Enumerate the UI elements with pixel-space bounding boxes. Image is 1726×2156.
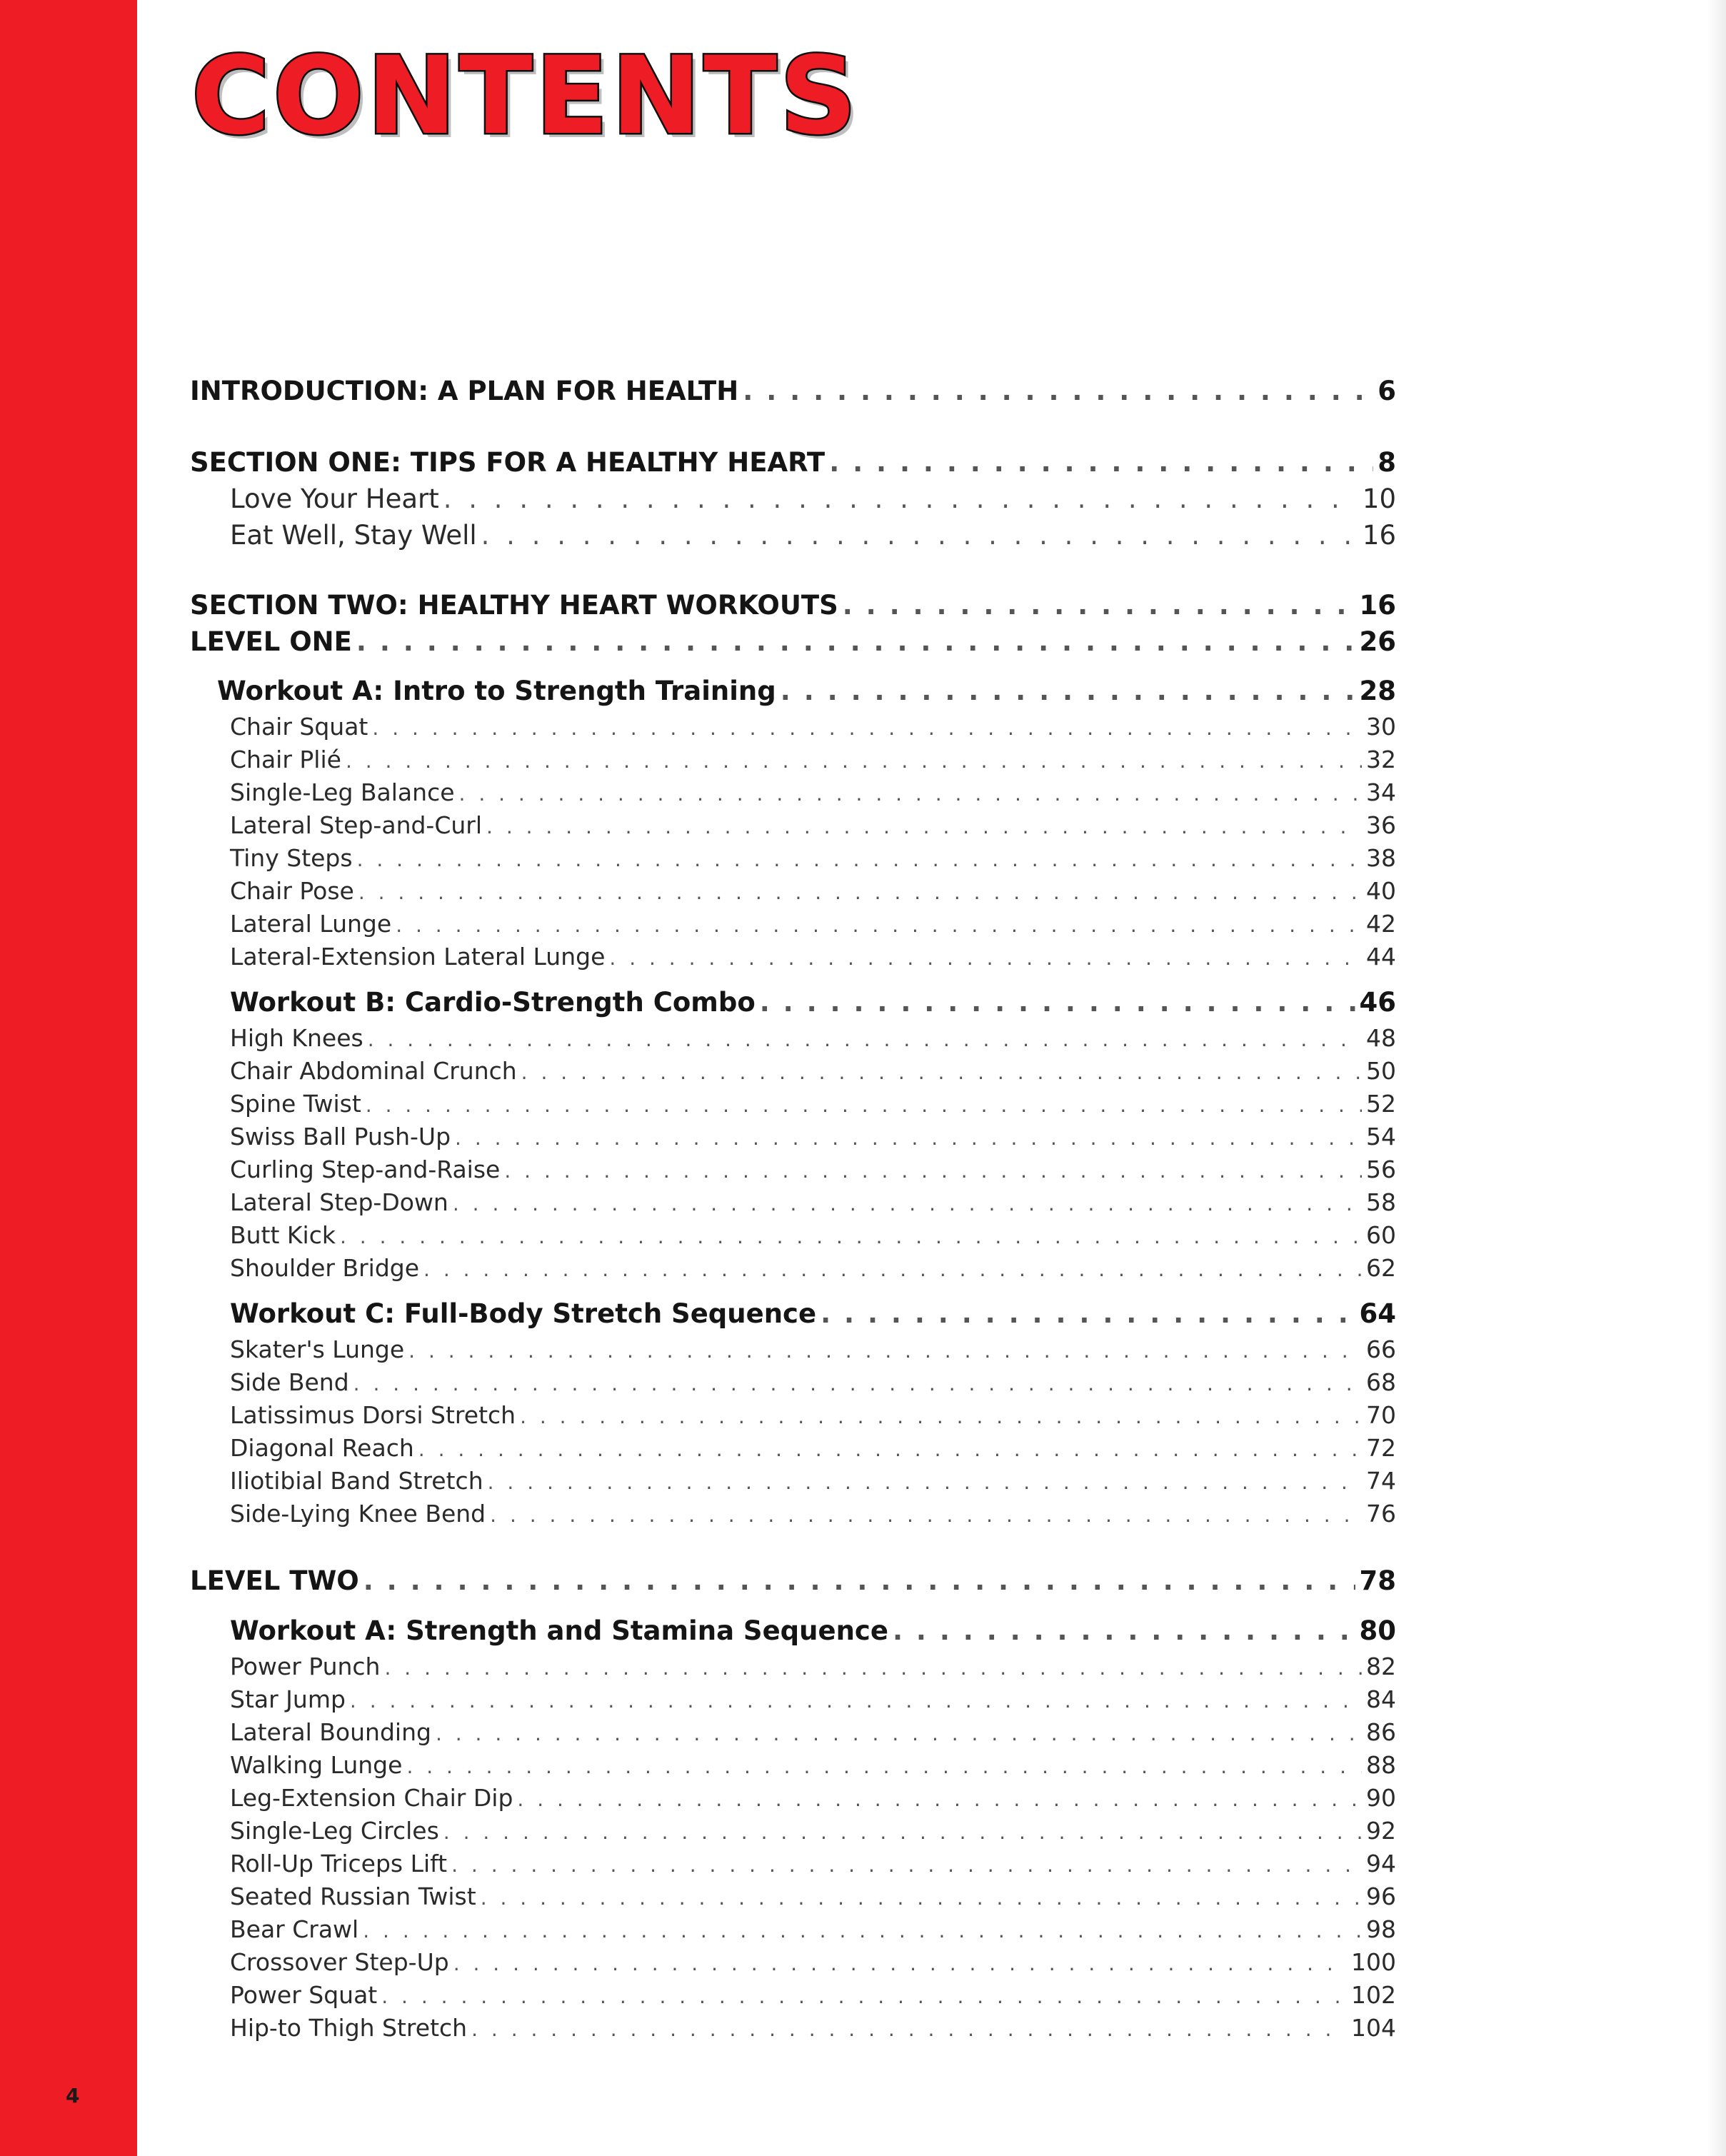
toc-entry-page: 54 xyxy=(1366,1123,1396,1150)
toc-entry-exercise[interactable] xyxy=(230,1915,1396,1943)
toc-entry-exercise[interactable] xyxy=(230,1948,1396,1976)
toc-entry-label: SECTION ONE: TIPS FOR A HEALTHY HEART xyxy=(190,447,826,478)
toc-entry-page: 92 xyxy=(1366,1817,1396,1845)
toc-entry-page: 74 xyxy=(1366,1467,1396,1495)
toc-leader-dots xyxy=(350,1689,1362,1713)
toc-entry-exercise[interactable] xyxy=(230,1817,1396,1845)
toc-entry-label: SECTION TWO: HEALTHY HEART WORKOUTS xyxy=(190,590,838,621)
toc-entry-exercise[interactable] xyxy=(230,943,1396,971)
toc-entry-label: Power Punch xyxy=(230,1653,381,1680)
toc-leader-dots xyxy=(521,1061,1362,1084)
toc-entry-exercise[interactable] xyxy=(230,1653,1396,1680)
toc-leader-dots xyxy=(609,946,1362,970)
toc-entry-label: Eat Well, Stay Well xyxy=(230,520,477,551)
toc-leader-dots xyxy=(366,1093,1362,1117)
toc-entry-label: Love Your Heart xyxy=(230,483,439,514)
toc-entry-label: Crossover Step-Up xyxy=(230,1948,449,1976)
toc-leader-dots xyxy=(358,881,1362,904)
toc-entry-page: 6 xyxy=(1378,376,1396,406)
toc-entry-exercise[interactable] xyxy=(230,1434,1396,1462)
toc-entry-label: Seated Russian Twist xyxy=(230,1882,476,1910)
toc-entry-label: Chair Pose xyxy=(230,877,354,905)
toc-entry-label: Iliotibial Band Stretch xyxy=(230,1467,483,1495)
toc-leader-dots xyxy=(357,848,1362,871)
toc-entry-exercise[interactable] xyxy=(230,1718,1396,1746)
toc-entry-label: Chair Abdominal Crunch xyxy=(230,1057,517,1085)
toc-entry-page: 70 xyxy=(1366,1401,1396,1429)
toc-entry-page: 68 xyxy=(1366,1368,1396,1396)
toc-entry-eat-well[interactable] xyxy=(230,520,1396,551)
toc-entry-l2-workout-a[interactable] xyxy=(230,1615,1396,1646)
toc-entry-level-two[interactable] xyxy=(190,1565,1396,1596)
toc-entry-page: 62 xyxy=(1366,1254,1396,1282)
toc-entry-label: Lateral Bounding xyxy=(230,1718,431,1746)
toc-entry-label: LEVEL ONE xyxy=(190,626,352,657)
toc-entry-page: 44 xyxy=(1366,943,1396,971)
toc-entry-page: 98 xyxy=(1366,1915,1396,1943)
toc-leader-dots xyxy=(481,520,1358,551)
toc-entry-exercise[interactable] xyxy=(230,844,1396,872)
toc-entry-page: 34 xyxy=(1366,778,1396,806)
toc-entry-exercise[interactable] xyxy=(230,1188,1396,1216)
toc-entry-page: 88 xyxy=(1366,1751,1396,1779)
toc-entry-exercise[interactable] xyxy=(230,1401,1396,1429)
toc-entry-label: Workout C: Full-Body Stretch Sequence xyxy=(230,1298,817,1329)
toc-entry-page: 28 xyxy=(1359,676,1396,706)
toc-entry-page: 16 xyxy=(1359,590,1396,621)
toc-entry-label: Shoulder Bridge xyxy=(230,1254,420,1282)
toc-leader-dots xyxy=(368,1028,1362,1051)
toc-leader-dots xyxy=(423,1258,1362,1281)
toc-entry-exercise[interactable] xyxy=(230,1335,1396,1363)
toc-entry-page: 46 xyxy=(1359,987,1396,1018)
toc-entry-label: Side Bend xyxy=(230,1368,349,1396)
toc-leader-dots xyxy=(843,590,1355,621)
toc-entry-page: 48 xyxy=(1366,1024,1396,1052)
toc-entry-section-one[interactable] xyxy=(190,447,1396,478)
toc-entry-exercise[interactable] xyxy=(230,746,1396,773)
toc-entry-l1-workout-c[interactable] xyxy=(230,1298,1396,1329)
toc-entry-label: Diagonal Reach xyxy=(230,1434,414,1462)
toc-entry-label: Lateral Step-and-Curl xyxy=(230,811,483,839)
toc-entry-label: Curling Step-and-Raise xyxy=(230,1155,501,1183)
toc-entry-page: 10 xyxy=(1362,483,1396,514)
toc-leader-dots xyxy=(821,1298,1355,1329)
toc-leader-dots xyxy=(504,1159,1362,1183)
toc-leader-dots xyxy=(363,1919,1362,1942)
toc-entry-exercise[interactable] xyxy=(230,1155,1396,1183)
toc-leader-dots xyxy=(363,1565,1355,1596)
toc-leader-dots xyxy=(517,1788,1362,1811)
toc-leader-dots xyxy=(453,1952,1347,1975)
toc-entry-exercise[interactable] xyxy=(230,1090,1396,1118)
toc-entry-label: Star Jump xyxy=(230,1685,346,1713)
toc-entry-page: 38 xyxy=(1366,844,1396,872)
toc-entry-page: 72 xyxy=(1366,1434,1396,1462)
toc-leader-dots xyxy=(459,782,1362,806)
toc-entry-page: 32 xyxy=(1366,746,1396,773)
toc-entry-page: 58 xyxy=(1366,1188,1396,1216)
toc-entry-exercise[interactable] xyxy=(230,1024,1396,1052)
toc-entry-label: High Knees xyxy=(230,1024,363,1052)
page-title: CONTENTS xyxy=(191,34,860,159)
toc-entry-page: 26 xyxy=(1359,626,1396,657)
toc-entry-label: Workout A: Strength and Stamina Sequence xyxy=(230,1615,888,1646)
toc-leader-dots xyxy=(743,376,1373,406)
toc-entry-label: Swiss Ball Push-Up xyxy=(230,1123,451,1150)
toc-entry-page: 102 xyxy=(1351,1981,1396,2009)
toc-entry-label: Leg-Extension Chair Dip xyxy=(230,1784,513,1812)
toc-entry-exercise[interactable] xyxy=(230,1784,1396,1812)
toc-entry-l1-workout-b[interactable] xyxy=(230,987,1396,1018)
toc-entry-exercise[interactable] xyxy=(230,1751,1396,1779)
toc-leader-dots xyxy=(486,815,1362,838)
toc-entry-exercise[interactable] xyxy=(230,1850,1396,1877)
toc-entry-label: Tiny Steps xyxy=(230,844,353,872)
toc-entry-label: Power Squat xyxy=(230,1981,378,2009)
toc-entry-exercise[interactable] xyxy=(230,1123,1396,1150)
toc-entry-label: Hip-to Thigh Stretch xyxy=(230,2014,468,2042)
toc-entry-page: 86 xyxy=(1366,1718,1396,1746)
toc-entry-exercise[interactable] xyxy=(230,1254,1396,1282)
toc-entry-page: 100 xyxy=(1351,1948,1396,1976)
toc-entry-page: 40 xyxy=(1366,877,1396,905)
toc-entry-label: Roll-Up Triceps Lift xyxy=(230,1850,448,1877)
toc-leader-dots xyxy=(396,913,1362,937)
toc-entry-page: 42 xyxy=(1366,910,1396,938)
toc-entry-exercise[interactable] xyxy=(230,778,1396,806)
toc-entry-page: 104 xyxy=(1351,2014,1396,2042)
toc-entry-page: 84 xyxy=(1366,1685,1396,1713)
toc-entry-exercise[interactable] xyxy=(230,811,1396,839)
toc-entry-label: Single-Leg Balance xyxy=(230,778,455,806)
toc-leader-dots xyxy=(481,1886,1362,1910)
toc-leader-dots xyxy=(520,1405,1362,1428)
toc-entry-exercise[interactable] xyxy=(230,713,1396,741)
toc-entry-page: 8 xyxy=(1378,447,1396,478)
toc-entry-exercise[interactable] xyxy=(230,1500,1396,1528)
toc-leader-dots xyxy=(453,1192,1362,1215)
toc-entry-page: 80 xyxy=(1359,1615,1396,1646)
toc-entry-page: 52 xyxy=(1366,1090,1396,1118)
toc-leader-dots xyxy=(451,1853,1362,1877)
toc-entry-page: 96 xyxy=(1366,1882,1396,1910)
toc-entry-page: 66 xyxy=(1366,1335,1396,1363)
toc-entry-exercise[interactable] xyxy=(230,2014,1396,2042)
toc-entry-label: Butt Kick xyxy=(230,1221,336,1249)
toc-entry-label: INTRODUCTION: A PLAN FOR HEALTH xyxy=(190,376,739,406)
toc-entry-page: 16 xyxy=(1362,520,1396,551)
toc-entry-page: 56 xyxy=(1366,1155,1396,1183)
toc-entry-label: Side-Lying Knee Bend xyxy=(230,1500,486,1528)
toc-leader-dots xyxy=(490,1503,1362,1527)
toc-leader-dots xyxy=(781,676,1355,706)
toc-entry-page: 36 xyxy=(1366,811,1396,839)
toc-entry-page: 82 xyxy=(1366,1653,1396,1680)
toc-entry-page: 60 xyxy=(1366,1221,1396,1249)
toc-entry-label: Skater's Lunge xyxy=(230,1335,405,1363)
toc-entry-introduction[interactable] xyxy=(190,376,1396,406)
toc-leader-dots xyxy=(471,2017,1347,2041)
toc-leader-dots xyxy=(408,1339,1362,1363)
toc-leader-dots xyxy=(436,1722,1362,1745)
toc-entry-exercise[interactable] xyxy=(230,1467,1396,1495)
toc-entry-page: 76 xyxy=(1366,1500,1396,1528)
toc-entry-exercise[interactable] xyxy=(230,910,1396,938)
toc-leader-dots xyxy=(760,987,1355,1018)
toc-entry-page: 90 xyxy=(1366,1784,1396,1812)
toc-leader-dots xyxy=(353,1372,1362,1395)
toc-entry-label: Chair Squat xyxy=(230,713,368,741)
toc-leader-dots xyxy=(893,1615,1355,1646)
toc-entry-level-one[interactable] xyxy=(190,626,1396,657)
toc-entry-label: Single-Leg Circles xyxy=(230,1817,439,1845)
toc-entry-page: 64 xyxy=(1359,1298,1396,1329)
toc-leader-dots xyxy=(455,1126,1362,1150)
toc-leader-dots xyxy=(829,447,1373,478)
toc-leader-dots xyxy=(406,1755,1362,1778)
toc-entry-exercise[interactable] xyxy=(230,1685,1396,1713)
toc-leader-dots xyxy=(418,1438,1362,1461)
toc-entry-label: Lateral-Extension Lateral Lunge xyxy=(230,943,606,971)
toc-leader-dots xyxy=(340,1225,1362,1248)
toc-entry-label: Workout B: Cardio-Strength Combo xyxy=(230,987,756,1018)
toc-entry-label: Workout A: Intro to Strength Training xyxy=(217,676,776,706)
toc-entry-page: 50 xyxy=(1366,1057,1396,1085)
toc-entry-page: 30 xyxy=(1366,713,1396,741)
toc-leader-dots xyxy=(381,1985,1347,2008)
toc-leader-dots xyxy=(346,749,1362,773)
toc-entry-love-your-heart[interactable] xyxy=(230,483,1396,514)
toc-entry-exercise[interactable] xyxy=(230,1981,1396,2009)
toc-entry-label: Bear Crawl xyxy=(230,1915,359,1943)
toc-entry-label: Lateral Step-Down xyxy=(230,1188,448,1216)
toc-entry-page: 94 xyxy=(1366,1850,1396,1877)
toc-entry-exercise[interactable] xyxy=(230,877,1396,905)
toc-entry-label: LEVEL TWO xyxy=(190,1565,359,1596)
toc-entry-exercise[interactable] xyxy=(230,1882,1396,1910)
toc-entry-page: 78 xyxy=(1359,1565,1396,1596)
toc-leader-dots xyxy=(488,1470,1362,1494)
toc-entry-l1-workout-a[interactable] xyxy=(217,676,1396,706)
toc-entry-label: Walking Lunge xyxy=(230,1751,403,1779)
toc-entry-exercise[interactable] xyxy=(230,1221,1396,1249)
toc-leader-dots xyxy=(356,626,1355,657)
toc-leader-dots xyxy=(443,483,1358,514)
toc-leader-dots xyxy=(443,1820,1362,1844)
page-number: 4 xyxy=(66,2084,80,2107)
toc-leader-dots xyxy=(384,1656,1362,1680)
toc-entry-label: Latissimus Dorsi Stretch xyxy=(230,1401,516,1429)
toc-entry-label: Spine Twist xyxy=(230,1090,361,1118)
toc-leader-dots xyxy=(372,716,1362,740)
toc-entry-label: Chair Plié xyxy=(230,746,341,773)
toc-entry-section-two[interactable] xyxy=(190,590,1396,621)
toc-entry-label: Lateral Lunge xyxy=(230,910,392,938)
toc-entry-exercise[interactable] xyxy=(230,1057,1396,1085)
toc-entry-exercise[interactable] xyxy=(230,1368,1396,1396)
